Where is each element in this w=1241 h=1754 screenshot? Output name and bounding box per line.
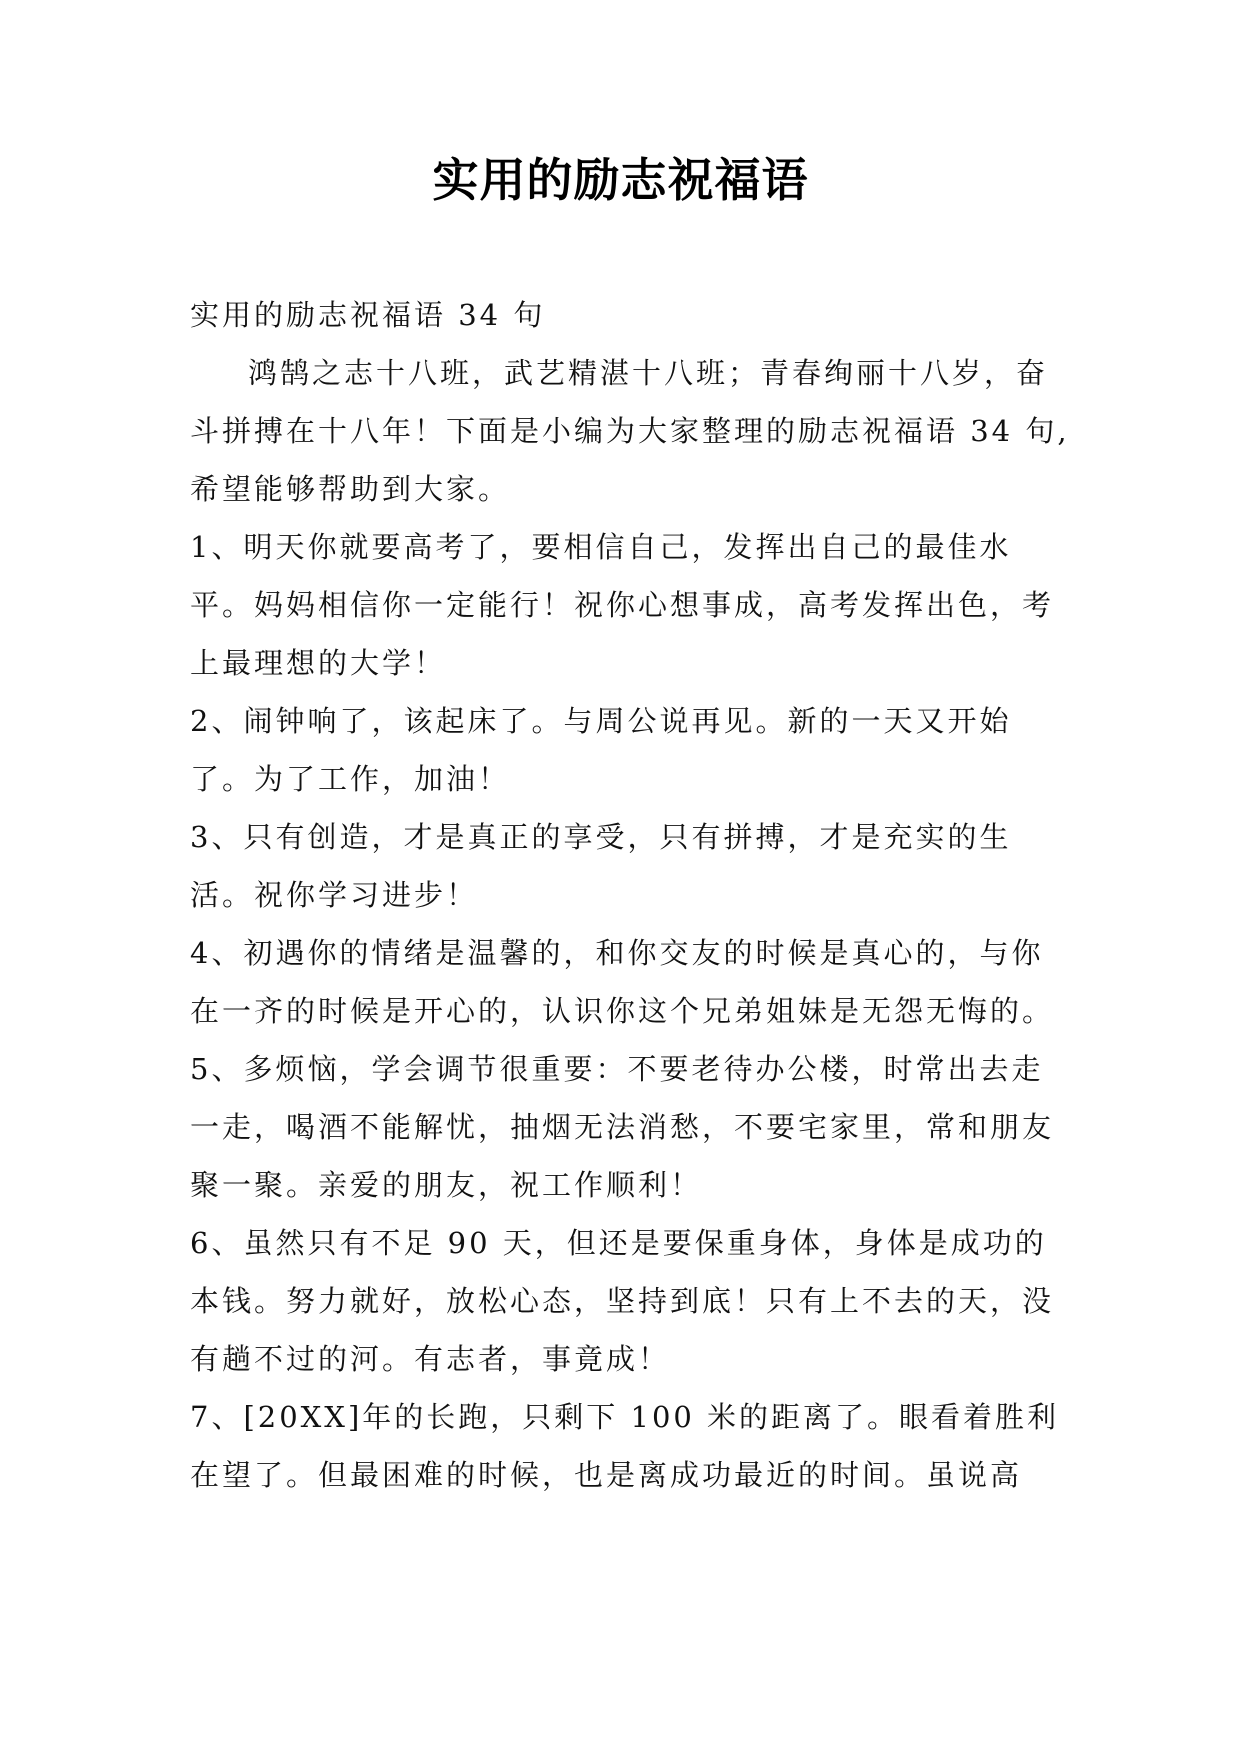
intro-paragraph: 鸿鹄之志十八班，武艺精湛十八班；青春绚丽十八岁，奋斗拼搏在十八年！下面是小编为大家整理的励志祝福语 34 句,希望能够帮助到大家。 <box>190 356 1070 506</box>
list-item: 6、虽然只有不足 90 天，但还是要保重身体，身体是成功的本钱。努力就好，放松心态，坚持到底！只有上不去的天，没有趟不过的河。有志者，事竟成！ <box>190 1226 1055 1376</box>
list-item: 5、多烦恼，学会调节很重要：不要老待办公楼，时常出去走一走，喝酒不能解忧，抽烟无法消愁，不要宅家里，常和朋友聚一聚。亲爱的朋友，祝工作顺利！ <box>190 1052 1055 1202</box>
document-title: 实用的励志祝福语 <box>432 153 809 207</box>
list-item: 1、明天你就要高考了，要相信自己，发挥出自己的最佳水平。妈妈相信你一定能行！祝你心想事成，高考发挥出色，考上最理想的大学！ <box>190 530 1055 680</box>
document-body <box>190 286 1070 1504</box>
list-item: 2、闹钟响了，该起床了。与周公说再见。新的一天又开始了。为了工作，加油！ <box>190 704 1012 796</box>
list-item: 4、初遇你的情绪是温馨的，和你交友的时候是真心的，与你在一齐的时候是开心的，认识你这个兄弟姐妹是无怨无悔的。 <box>190 936 1055 1028</box>
list-item: 3、只有创造，才是真正的享受，只有拼搏，才是充实的生活。祝你学习进步！ <box>190 820 1012 912</box>
list-item: 7、[20XX]年的长跑，只剩下 100 米的距离了。眼看着胜利在望了。但最困难的时候，也是离成功最近的时间。虽说高 <box>190 1400 1060 1492</box>
document-subtitle: 实用的励志祝福语 34 句 <box>190 298 546 332</box>
